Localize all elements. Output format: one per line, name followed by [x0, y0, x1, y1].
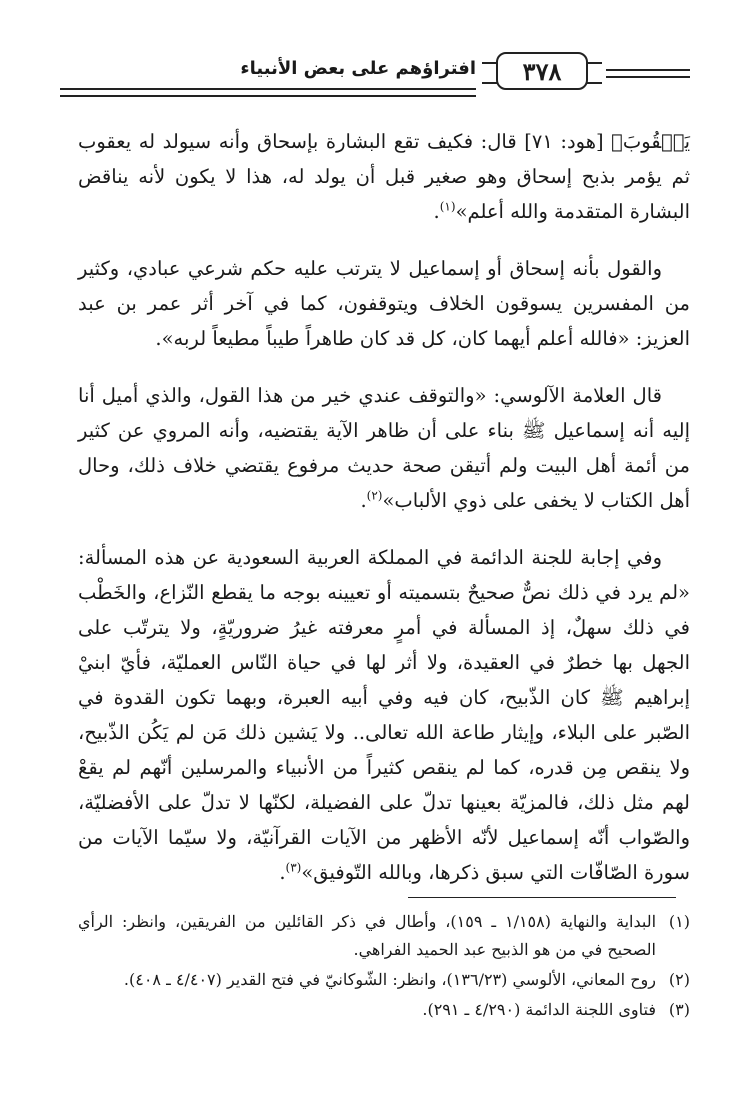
paragraph-text: وفي إجابة للجنة الدائمة في المملكة العربية السعودية عن هذه المسألة: «لم يرد في ذلك نصٌّ صحيحٌ بتسميته أو تعيينه بوجه ما يقطع النّزاع، والخَطْب في ذلك سهلٌ، إذ المسألة في أمرٍ معرفته غيرُ ضروريّةٍ، ولا يترتّب على الجهل بها خطرٌ في العقيدة، ولا أثر لها في حياة النّاس العمليّة، فأيّ ابنيْ إبراهيم ﷺ كان الذّبيح، كان فيه وفي أبيه العبرة، وبهما تكون القدوة في الصّبر على البلاء، وإيثار طاعة الله تعالى.. ولا يَشين ذلك مَن لم يَكُن الذّبيح، ولا ينقص مِن قدره، كما لم ينقص كثيراً من الأنبياء والمرسلين أنّهم لم يقعْ لهم مثل ذلك، فالمزيّة بعينها تدلّ على الفضيلة، لكنّها لا تدلّ على الأفضليّة، والصّواب أنّه إسماعيل لأنّه الأظهر من الآيات القرآنيّة، ولا سيّما الآيات من سورة الصّافّات التي سبق ذكرها، وبالله التّوفيق» [78, 546, 690, 884]
body-text [78, 124, 690, 890]
paragraph-end: . [360, 489, 367, 512]
footnote-number: (١) [668, 912, 690, 931]
footnote-separator [408, 897, 676, 898]
footnote-ref-1: (١) [439, 199, 456, 214]
footnote-text: روح المعاني، الألوسي (١٣٦/٢٣)، وانظر: الشّوكانيّ في فتح القدير (٤/٤٠٧ ـ ٤٠٨). [123, 970, 656, 989]
footnote-number: (٢) [668, 970, 690, 989]
footnote-text: البداية والنهاية (١/١٥٨ ـ ١٥٩)، وأطال في ذكر القائلين من الفريقين، وانظر: الرأي الصحيح في من هو الذبيح عبد الحميد الفراهي. [78, 912, 657, 959]
header-rule-under-title [60, 88, 476, 97]
running-title: افتراؤهم على بعض الأنبياء [240, 58, 476, 79]
paragraph-text: والقول بأنه إسحاق أو إسماعيل لا يترتب عليه حكم شرعي عبادي، وكثير من المفسرين يسوقون الخلاف ويتوقفون، كما في آخر أثر عمر بن عبد العزيز: «فالله أعلم أيهما كان، كل قد كان طاهراً طيباً مطيعاً لربه». [78, 257, 690, 350]
paragraph-text: يَعۡقُوبَ﴾ [هود: ٧١] قال: فكيف تقع البشارة بإسحاق وأنه سيولد له يعقوب ثم يؤمر بذبح إسحاق وهو صغير قبل أن يولد له، هذا لا يكون لأنه يناقض البشارة المتقدمة والله أعلم» [78, 130, 690, 223]
paragraph-end: . [433, 200, 440, 223]
footnote-2 [78, 966, 690, 994]
page-header [60, 52, 690, 100]
page-number: ٣٧٨ [496, 52, 588, 90]
footnote-number: (٣) [668, 1000, 690, 1019]
paragraph-4 [78, 540, 690, 890]
footnote-ref-3: (٣) [285, 860, 302, 875]
footnote-ref-2: (٢) [366, 488, 383, 503]
paragraph-3 [78, 378, 690, 518]
paragraph-1 [78, 124, 690, 229]
footnotes [78, 908, 690, 1026]
footnote-1 [78, 908, 690, 964]
paragraph-2 [78, 251, 690, 356]
paragraph-end: . [279, 861, 286, 884]
paragraph-text: قال العلامة الآلوسي: «والتوقف عندي خير من هذا القول، والذي أميل أنا إليه أنه إسماعيل ﷺ بناء على أن ظاهر الآية يقتضيه، وأنه المروي عن كثير من أئمة أهل البيت ولم أتيقن صحة حديث مرفوع يقتضي خلاف ذلك، وحال أهل الكتاب لا يخفى على ذوي الألباب» [78, 384, 690, 512]
footnote-3 [78, 996, 690, 1024]
footnote-text: فتاوى اللجنة الدائمة (٤/٢٩٠ ـ ٢٩١). [422, 1000, 656, 1019]
header-rule-right [606, 69, 690, 78]
